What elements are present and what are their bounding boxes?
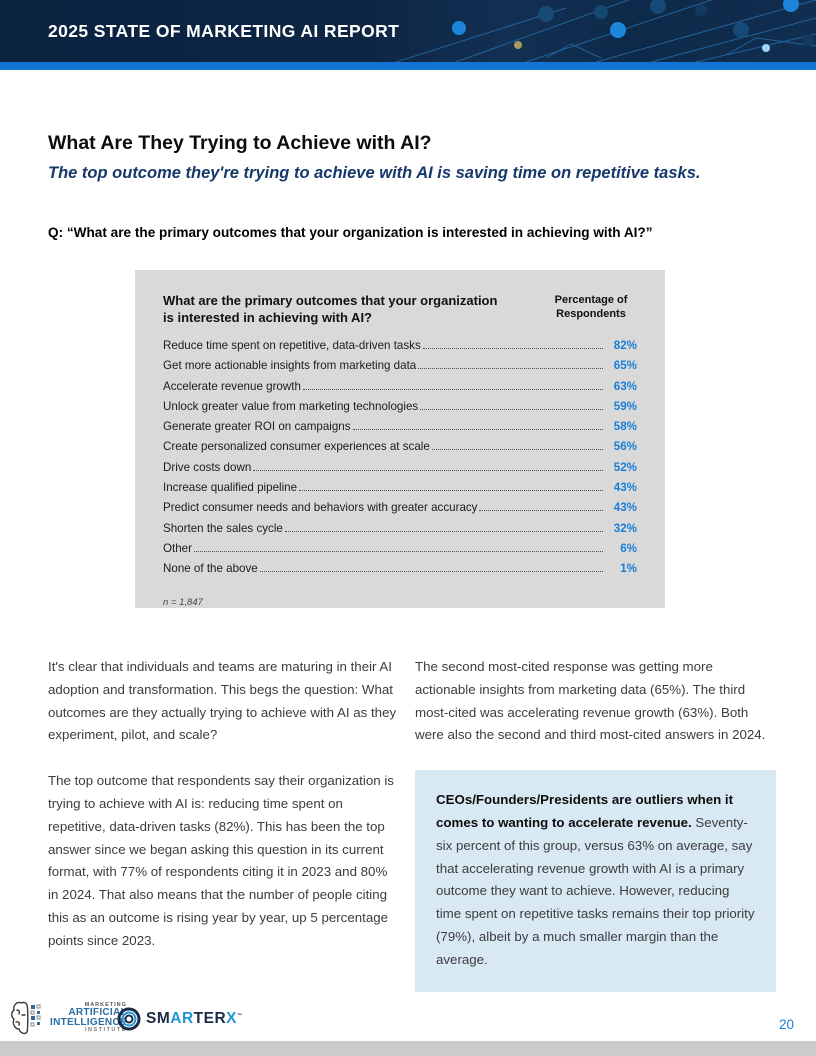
outcome-label: Other — [163, 541, 192, 555]
table-row — [163, 542, 637, 562]
percentage-value: 63% — [613, 379, 637, 393]
table-row — [163, 522, 637, 542]
dot-leader — [260, 571, 603, 572]
dot-leader — [479, 510, 603, 511]
table-rows — [163, 339, 637, 583]
body-paragraph: The top outcome that respondents say their organization is trying to achieve with AI is: reducing time spent on repetitive, data-driven tasks (82%). This has been the top answer since we began asking this question in its current format, with 77% of respondents citing it in 2023 and 80% in 2024. That also means that the number of people citing this as an outcome is rising year by year, up 5 percentage points since 2023. — [48, 773, 394, 948]
brain-icon — [10, 997, 48, 1039]
section-subtitle: The top outcome they're trying to achieve with AI is saving time on repetitive tasks. — [48, 164, 701, 182]
table-row — [163, 339, 637, 359]
table-title-line2: is interested in achieving with AI? — [163, 310, 373, 325]
sx-trademark: ™ — [236, 1012, 243, 1019]
dot-leader — [194, 551, 603, 552]
maii-line-marketing: MARKETING — [84, 1001, 127, 1008]
value-header-line1: Percentage of — [554, 294, 628, 306]
sx-seg-x: X — [226, 1010, 237, 1027]
page-number: 20 — [778, 1017, 794, 1032]
smarterx-logo — [117, 1007, 242, 1031]
outcome-label: Unlock greater value from marketing technologies — [163, 399, 419, 413]
survey-question: Q: “What are the primary outcomes that your organization is interested in achieving with AI?” — [48, 225, 653, 240]
table-row — [163, 359, 637, 379]
percentage-value: 32% — [613, 521, 637, 535]
smarterx-wordmark — [146, 1010, 242, 1028]
dot-leader — [432, 449, 603, 450]
maii-line-artificial: ARTIFICIAL — [68, 1007, 127, 1018]
percentage-value: 56% — [613, 440, 637, 454]
table-row — [163, 400, 637, 420]
table-row — [163, 461, 637, 481]
percentage-value: 6% — [620, 541, 637, 555]
table-header — [163, 292, 637, 326]
body-column-left — [48, 656, 400, 976]
percentage-value: 82% — [613, 339, 637, 352]
sx-seg-sm: SM — [146, 1010, 171, 1027]
table-row — [163, 562, 637, 582]
callout-box — [415, 770, 776, 991]
outcome-label: Create personalized consumer experiences at scale — [163, 440, 430, 454]
survey-results-card — [135, 270, 665, 608]
bottom-bar — [0, 1041, 816, 1056]
dot-leader — [253, 470, 603, 471]
percentage-value: 52% — [613, 460, 637, 474]
value-header-line2: Respondents — [556, 308, 626, 320]
body-column-right — [415, 656, 776, 992]
dot-leader — [420, 409, 603, 410]
sample-size-note: n = 1,847 — [163, 596, 203, 608]
dot-leader — [299, 490, 603, 491]
maii-wordmark — [50, 1003, 127, 1034]
table-row — [163, 380, 637, 400]
callout-text: Seventy-six percent of this group, versus 63% on average, say that accelerating revenue growth with AI is a primary outcome they want to achieve. However, reducing time spent on repetitive tasks remains their top priority (79%), albeit by a much smaller margin than the average. — [436, 814, 755, 967]
table-row — [163, 440, 637, 460]
dot-leader — [303, 389, 603, 390]
body-paragraph: It's clear that individuals and teams are maturing in their AI adoption and transformation. This begs the question: What outcomes are they actually trying to achieve with AI as they experiment, pilot, and scale? — [48, 659, 397, 743]
sx-seg-ar: AR — [170, 1010, 194, 1027]
outcome-label: Increase qualified pipeline — [163, 481, 298, 495]
smarterx-ring-icon — [117, 1007, 141, 1031]
percentage-value: 1% — [620, 562, 637, 576]
outcome-label: Accelerate revenue growth — [163, 379, 301, 393]
report-title: 2025 STATE OF MARKETING AI REPORT — [48, 21, 400, 41]
maii-line-intelligence: INTELLIGENCE — [50, 1017, 127, 1028]
table-value-header — [545, 293, 637, 321]
circuit-pattern-decoration — [396, 0, 816, 62]
table-title — [163, 292, 497, 326]
percentage-value: 58% — [613, 420, 637, 434]
dot-leader — [285, 531, 603, 532]
outcome-label: Drive costs down — [163, 460, 252, 474]
outcome-label: Shorten the sales cycle — [163, 521, 283, 535]
percentage-value: 43% — [613, 481, 637, 495]
header-banner — [0, 0, 816, 62]
callout-bold-text: CEOs/Founders/Presidents are outliers when it comes to wanting to accelerate revenue. — [436, 792, 734, 830]
header-accent-bar — [0, 62, 816, 70]
outcome-label: Generate greater ROI on campaigns — [163, 420, 351, 434]
dot-leader — [423, 348, 603, 349]
table-row — [163, 501, 637, 521]
sx-seg-ter: TER — [193, 1010, 227, 1027]
outcome-label: Reduce time spent on repetitive, data-driven tasks — [163, 339, 421, 352]
dot-leader — [353, 429, 603, 430]
marketing-ai-institute-logo — [10, 997, 127, 1039]
table-row — [163, 420, 637, 440]
table-row — [163, 481, 637, 501]
body-paragraph: The second most-cited response was getting more actionable insights from marketing data (65%). The third most-cited was accelerating revenue growth (63%). Both were also the second and third most-cited answers in 2024. — [415, 659, 766, 743]
outcome-label: None of the above — [163, 562, 258, 576]
dot-leader — [418, 368, 603, 369]
table-title-line1: What are the primary outcomes that your organization — [163, 293, 498, 308]
percentage-value: 59% — [613, 399, 637, 413]
percentage-value: 65% — [613, 359, 637, 373]
section-title: What Are They Trying to Achieve with AI? — [48, 132, 432, 154]
percentage-value: 43% — [613, 501, 637, 515]
outcome-label: Get more actionable insights from marketing data — [163, 359, 417, 373]
maii-line-institute: INSTITUTE — [85, 1027, 127, 1033]
outcome-label: Predict consumer needs and behaviors with greater accuracy — [163, 501, 478, 515]
